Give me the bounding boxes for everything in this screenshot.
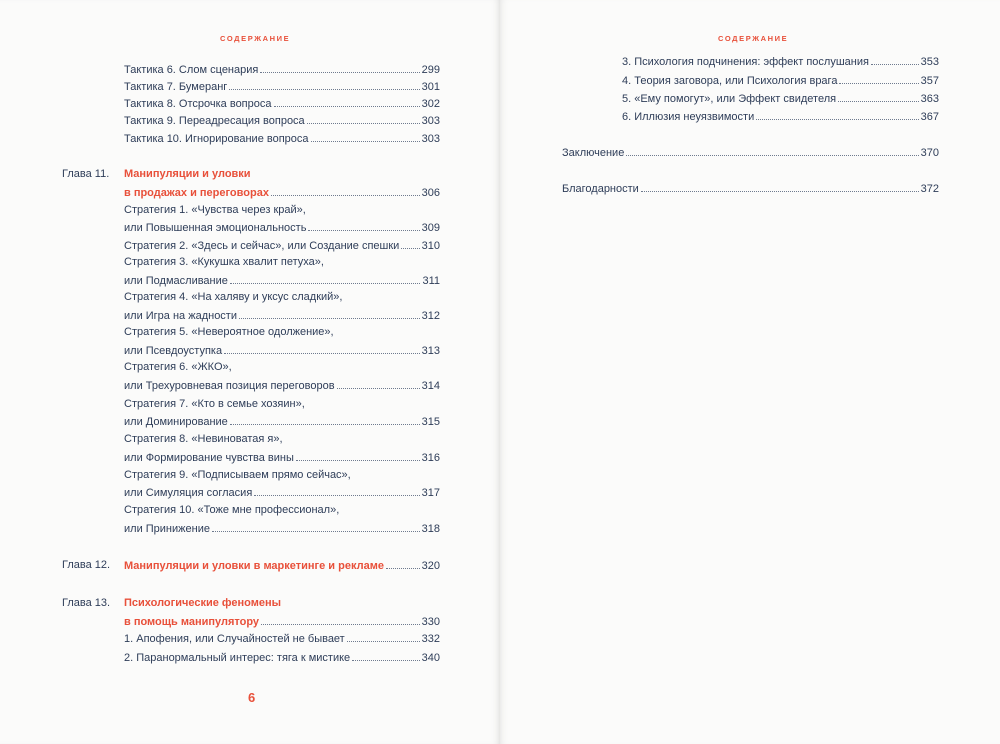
entry-title: Стратегия 3. «Кукушка хвалит петуха», — [124, 256, 324, 268]
page-number: 357 — [920, 75, 939, 87]
toc-entry — [124, 343, 440, 358]
entry-title: Стратегия 1. «Чувства через край», — [124, 204, 306, 216]
leader-dots — [212, 521, 420, 532]
entry-title: Тактика 8. Отсрочка вопроса — [124, 98, 272, 110]
toc-entry — [124, 521, 440, 536]
entry-title: Тактика 6. Слом сценария — [124, 64, 259, 76]
leader-dots — [352, 650, 419, 661]
entry-title: Заключение — [562, 147, 625, 159]
entry-title: 3. Психология подчинения: эффект послушания — [622, 56, 869, 68]
leader-dots — [307, 113, 420, 124]
chapter-title: Манипуляции и уловки в маркетинге и рекламе — [124, 560, 384, 572]
chapter-title-line — [124, 614, 440, 629]
leader-dots — [230, 273, 421, 284]
leader-dots — [308, 220, 419, 231]
toc-entry — [562, 145, 939, 160]
page-number: 353 — [920, 56, 939, 68]
page-number: 318 — [421, 523, 440, 535]
page-number: 316 — [421, 452, 440, 464]
toc-entry — [124, 485, 440, 500]
leader-dots — [260, 62, 419, 73]
chapter-title: в продажах и переговорах — [124, 187, 269, 199]
toc-entry — [124, 378, 440, 393]
chapter-title-line — [124, 558, 440, 573]
toc-entry — [124, 650, 440, 665]
toc-entry — [124, 238, 440, 253]
leader-dots — [274, 96, 420, 107]
leader-dots — [296, 450, 420, 461]
page-number: 302 — [421, 98, 440, 110]
page-number: 363 — [920, 93, 939, 105]
chapter-title: Манипуляции и уловки — [124, 168, 251, 180]
toc-entry — [562, 181, 939, 196]
toc-entry — [124, 96, 440, 111]
entry-title: Тактика 7. Бумеранг — [124, 81, 228, 93]
leader-dots — [838, 91, 919, 102]
entry-title: 1. Апофения, или Случайностей не бывает — [124, 633, 345, 645]
chapter-title: Психологические феномены — [124, 597, 282, 609]
entry-title: Стратегия 7. «Кто в семье хозяин», — [124, 398, 305, 410]
toc-entry — [622, 73, 939, 88]
leader-dots — [756, 109, 918, 120]
toc-entry — [622, 109, 939, 124]
leader-dots — [839, 73, 918, 84]
entry-title: или Трехуровневая позиция переговоров — [124, 380, 335, 392]
entry-title: 4. Теория заговора, или Психология врага — [622, 75, 838, 87]
leader-dots — [401, 238, 419, 249]
entry-title: или Принижение — [124, 523, 210, 535]
toc-entry — [124, 62, 440, 77]
toc-entry — [124, 631, 440, 646]
chapter-title: в помощь манипулятору — [124, 616, 260, 628]
page-number: 311 — [422, 275, 440, 287]
entry-title: или Псевдоуступка — [124, 345, 223, 357]
entry-title: Стратегия 9. «Подписываем прямо сейчас», — [124, 469, 351, 481]
page-number: 309 — [421, 222, 440, 234]
entry-title: или Формирование чувства вины — [124, 452, 294, 464]
leader-dots — [347, 631, 420, 642]
toc-entry — [124, 131, 440, 146]
leader-dots — [229, 79, 419, 90]
toc-entry — [124, 220, 440, 235]
entry-title: 5. «Ему помогут», или Эффект свидетеля — [622, 93, 837, 105]
page-number: 317 — [421, 487, 440, 499]
entry-title: или Повышенная эмоциональность — [124, 222, 307, 234]
entry-title: или Игра на жадности — [124, 310, 237, 322]
leader-dots — [386, 558, 420, 569]
toc-entry — [124, 113, 440, 128]
running-head: СОДЕРЖАНИЕ — [718, 34, 789, 43]
leader-dots — [311, 131, 420, 142]
leader-dots — [871, 54, 919, 65]
leader-dots — [626, 145, 918, 156]
page-number: 303 — [421, 133, 440, 145]
toc-entry — [124, 450, 440, 465]
entry-title: Стратегия 10. «Тоже мне профессионал», — [124, 504, 340, 516]
page-number: 340 — [421, 652, 440, 664]
running-head: СОДЕРЖАНИЕ — [220, 34, 291, 43]
leader-dots — [224, 343, 420, 354]
page-number: 367 — [920, 111, 939, 123]
entry-title: или Доминирование — [124, 416, 228, 428]
entry-title: 2. Паранормальный интерес: тяга к мистике — [124, 652, 351, 664]
toc-entry — [124, 308, 440, 323]
leader-dots — [641, 181, 919, 192]
page-number: 301 — [421, 81, 440, 93]
page-number: 303 — [421, 115, 440, 127]
right-page — [500, 0, 1000, 744]
page-number: 310 — [421, 240, 440, 252]
page-number: 306 — [421, 187, 440, 199]
leader-dots — [337, 378, 420, 389]
chapter-label: Глава 12. — [62, 559, 111, 571]
chapter-title-line — [124, 185, 440, 200]
leader-dots — [254, 485, 419, 496]
entry-title: Стратегия 6. «ЖКО», — [124, 361, 232, 373]
entry-title: или Симуляция согласия — [124, 487, 253, 499]
page-number: 314 — [421, 380, 440, 392]
entry-title: Стратегия 2. «Здесь и сейчас», или Создание спешки — [124, 240, 400, 252]
leader-dots — [239, 308, 420, 319]
entry-title: Благодарности — [562, 183, 639, 195]
chapter-label: Глава 11. — [62, 168, 110, 180]
toc-entry — [622, 54, 939, 69]
page-number: 313 — [421, 345, 440, 357]
page-number: 299 — [421, 64, 440, 76]
leader-dots — [230, 414, 420, 425]
page-number: 330 — [421, 616, 440, 628]
entry-title: Стратегия 4. «На халяву и уксус сладкий», — [124, 291, 343, 303]
page-number: 332 — [421, 633, 440, 645]
page-number: 372 — [920, 183, 939, 195]
page-number: 312 — [421, 310, 440, 322]
toc-entry — [124, 414, 440, 429]
toc-entry — [124, 79, 440, 94]
leader-dots — [271, 185, 420, 196]
entry-title: Стратегия 8. «Невиноватая я», — [124, 433, 283, 445]
page-number: 315 — [421, 416, 440, 428]
chapter-label: Глава 13. — [62, 597, 111, 609]
toc-entry — [124, 273, 440, 288]
entry-title: или Подмасливание — [124, 275, 228, 287]
entry-title: 6. Иллюзия неуязвимости — [622, 111, 755, 123]
leader-dots — [261, 614, 420, 625]
page-number: 320 — [421, 560, 440, 572]
entry-title: Тактика 9. Переадресация вопроса — [124, 115, 305, 127]
entry-title: Тактика 10. Игнорирование вопроса — [124, 133, 309, 145]
toc-entry — [622, 91, 939, 106]
page-folio: 6 — [248, 690, 256, 705]
page-number: 370 — [920, 147, 939, 159]
entry-title: Стратегия 5. «Невероятное одолжение», — [124, 326, 334, 338]
